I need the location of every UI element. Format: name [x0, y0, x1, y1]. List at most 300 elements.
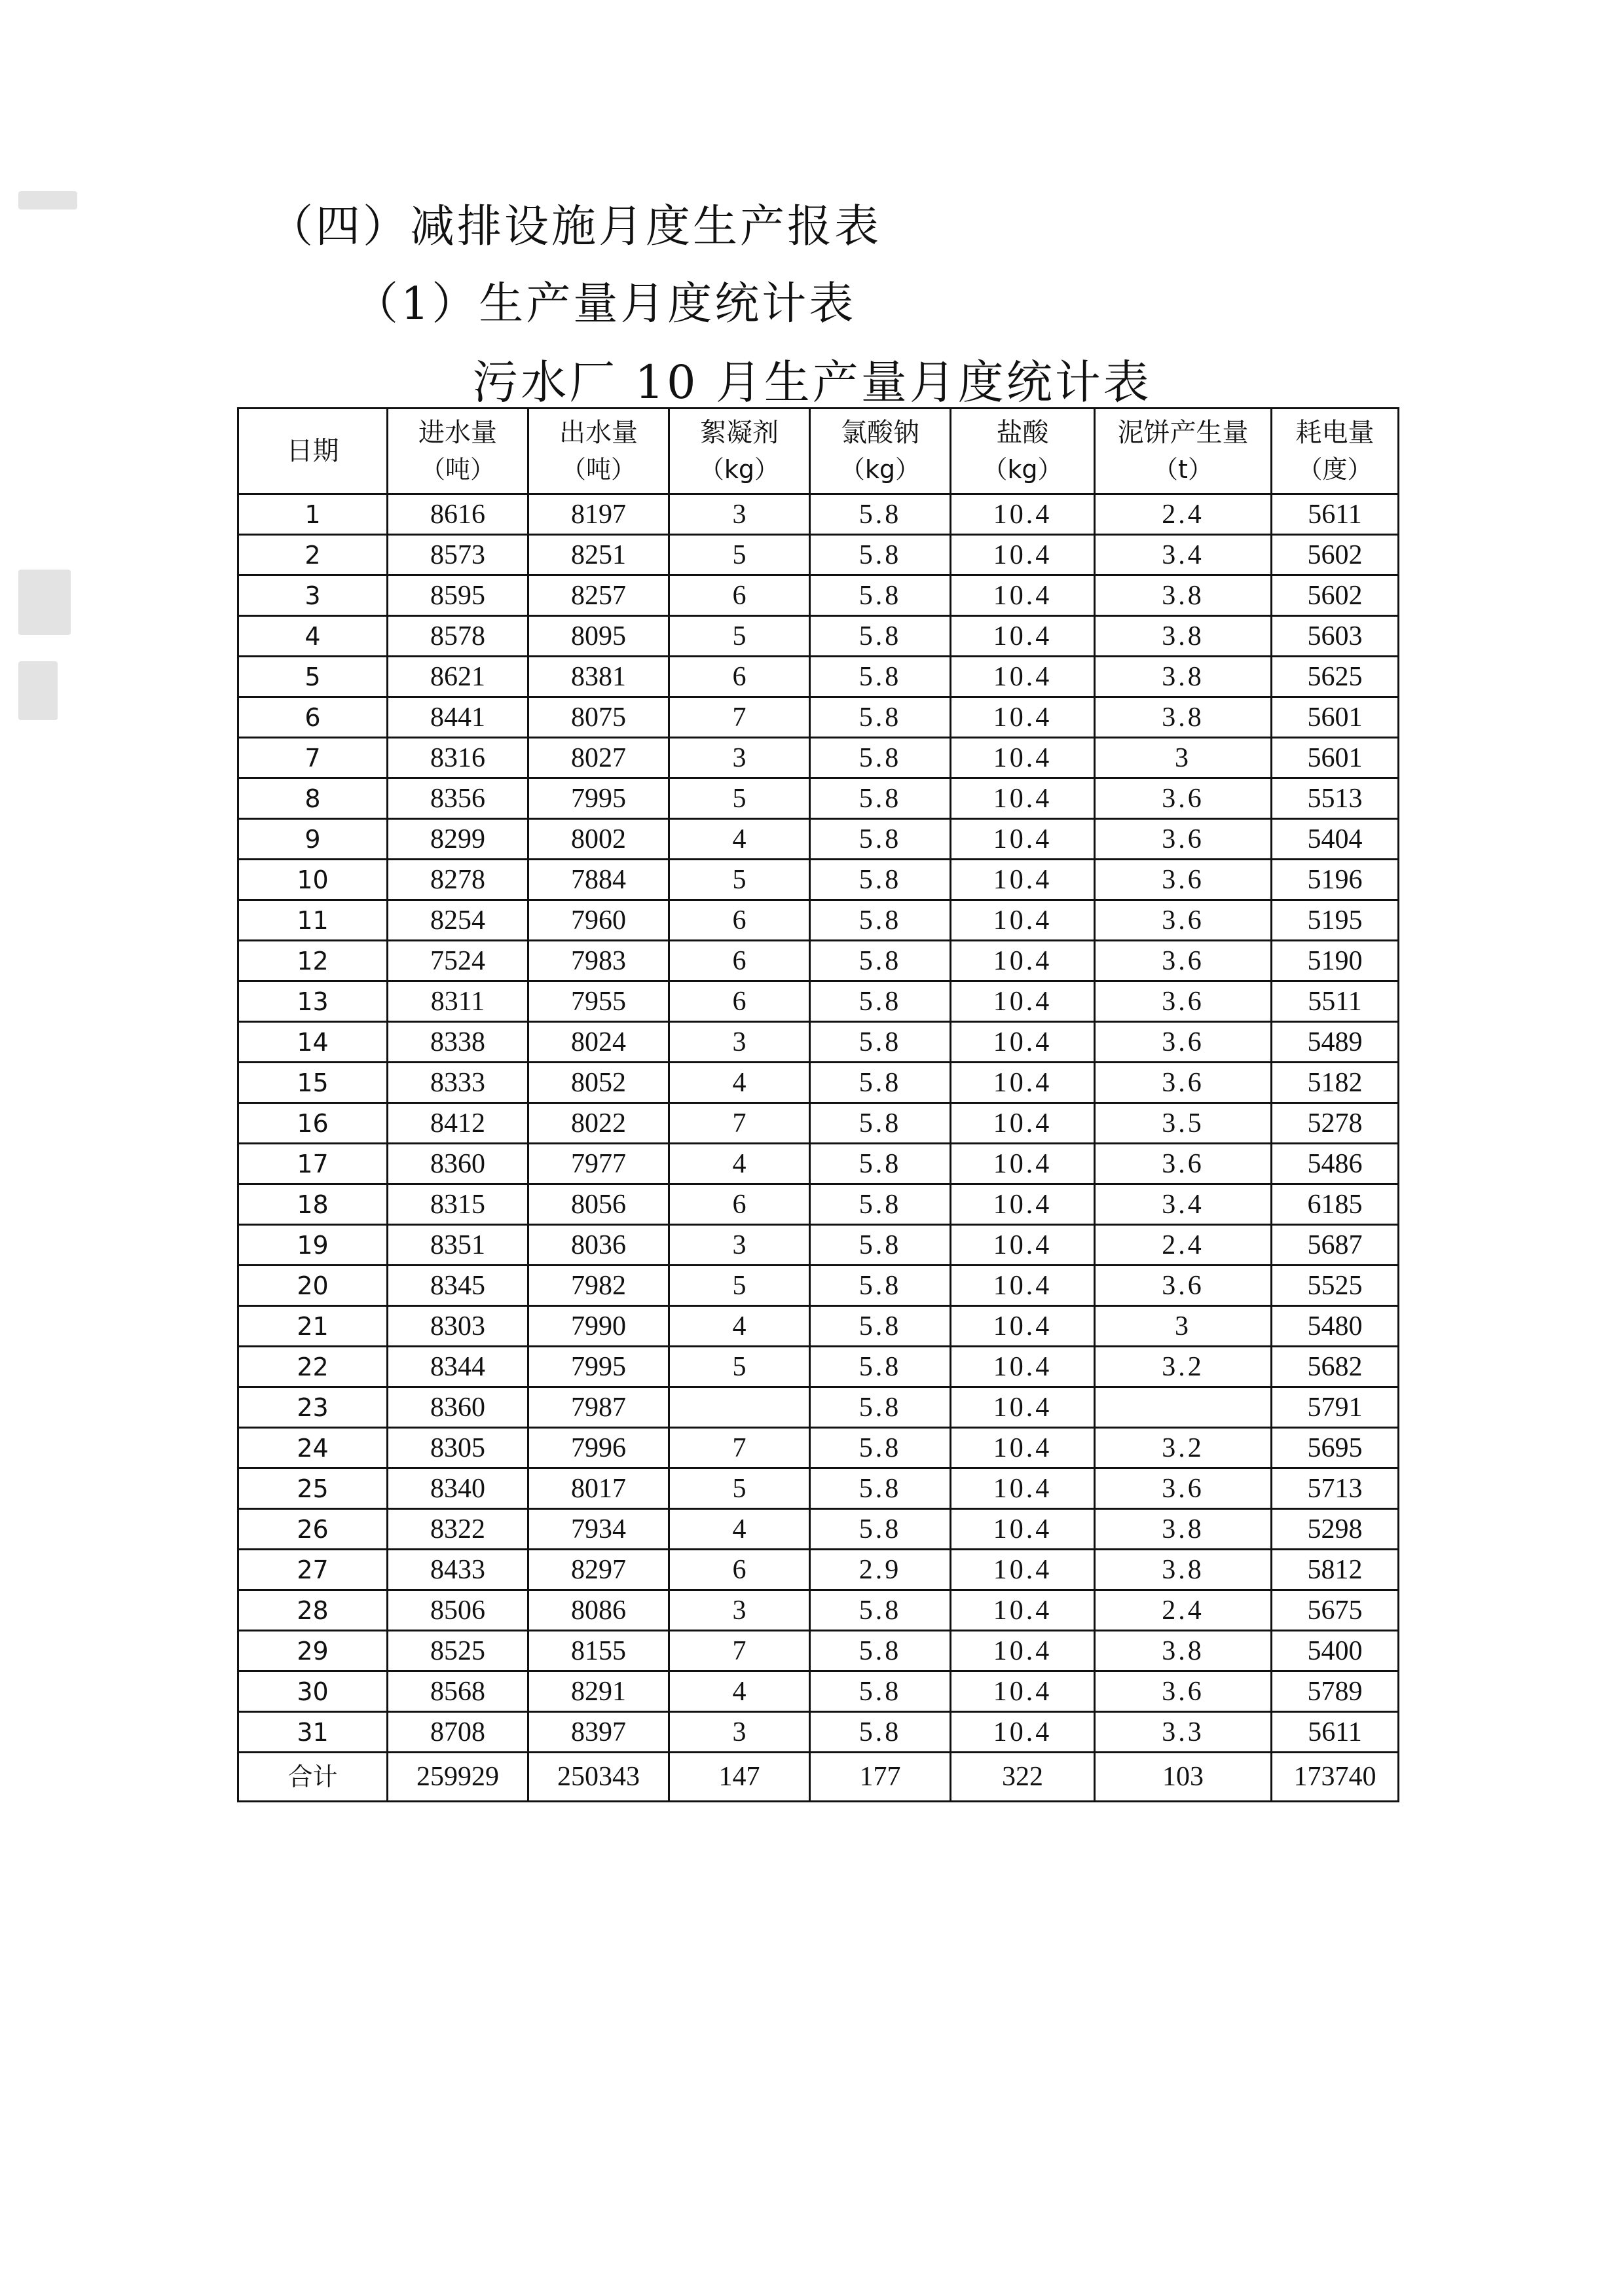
date-cell: 22: [238, 1347, 388, 1387]
value-cell: 5602: [1272, 575, 1399, 616]
value-cell: 6: [669, 900, 810, 941]
value-cell: 5.8: [810, 1428, 951, 1468]
table-row: [238, 738, 1399, 778]
value-cell: 4: [669, 1306, 810, 1347]
value-cell: 10.4: [951, 819, 1095, 860]
value-cell: 7995: [528, 778, 669, 819]
table-row: [238, 1590, 1399, 1631]
value-cell: 5682: [1272, 1347, 1399, 1387]
value-cell: 10.4: [951, 494, 1095, 535]
value-cell: 5.8: [810, 1671, 951, 1712]
column-header: [388, 409, 528, 494]
value-cell: 3.8: [1095, 657, 1272, 697]
value-cell: 5.8: [810, 1184, 951, 1225]
value-cell: 8345: [388, 1266, 528, 1306]
value-cell: 5.8: [810, 738, 951, 778]
value-cell: 8316: [388, 738, 528, 778]
value-cell: 7: [669, 1428, 810, 1468]
value-cell: 8311: [388, 981, 528, 1022]
scan-artifact: [18, 191, 77, 210]
value-cell: 5: [669, 1468, 810, 1509]
value-cell: 4: [669, 1509, 810, 1550]
value-cell: 10.4: [951, 1266, 1095, 1306]
column-header: [810, 409, 951, 494]
value-cell: 10.4: [951, 1306, 1095, 1347]
value-cell: 10.4: [951, 697, 1095, 738]
value-cell: 4: [669, 1063, 810, 1103]
value-cell: 6: [669, 1184, 810, 1225]
value-cell: 8052: [528, 1063, 669, 1103]
value-cell: 3.8: [1095, 575, 1272, 616]
table-row: [238, 494, 1399, 535]
value-cell: 5625: [1272, 657, 1399, 697]
value-cell: 3.6: [1095, 1671, 1272, 1712]
value-cell: 5.8: [810, 1468, 951, 1509]
date-cell: 9: [238, 819, 388, 860]
value-cell: 5713: [1272, 1468, 1399, 1509]
column-header-label: 絮凝剂: [700, 418, 779, 448]
value-cell: 3.6: [1095, 941, 1272, 981]
value-cell: 7884: [528, 860, 669, 900]
value-cell: 5695: [1272, 1428, 1399, 1468]
value-cell: 7: [669, 1103, 810, 1144]
value-cell: 8360: [388, 1387, 528, 1428]
value-cell: 2.4: [1095, 1590, 1272, 1631]
column-header-label: 泥饼产生量: [1117, 418, 1249, 448]
date-cell: 24: [238, 1428, 388, 1468]
value-cell: 8360: [388, 1144, 528, 1184]
value-cell: [669, 1387, 810, 1428]
total-label: 合计: [238, 1753, 388, 1802]
value-cell: 10.4: [951, 1184, 1095, 1225]
value-cell: 6: [669, 657, 810, 697]
value-cell: 7983: [528, 941, 669, 981]
value-cell: 4: [669, 1671, 810, 1712]
total-cell: 259929: [388, 1753, 528, 1802]
column-header-unit: （kg）: [840, 455, 921, 484]
value-cell: 7934: [528, 1509, 669, 1550]
date-cell: 11: [238, 900, 388, 941]
date-cell: 16: [238, 1103, 388, 1144]
value-cell: 10.4: [951, 1712, 1095, 1753]
value-cell: 8056: [528, 1184, 669, 1225]
value-cell: 5.8: [810, 1712, 951, 1753]
value-cell: 5.8: [810, 1103, 951, 1144]
value-cell: 5675: [1272, 1590, 1399, 1631]
value-cell: 8291: [528, 1671, 669, 1712]
value-cell: 8297: [528, 1550, 669, 1590]
date-cell: 3: [238, 575, 388, 616]
value-cell: 6: [669, 575, 810, 616]
value-cell: 5791: [1272, 1387, 1399, 1428]
header-row: [238, 409, 1399, 494]
value-cell: 10.4: [951, 1428, 1095, 1468]
value-cell: 7524: [388, 941, 528, 981]
value-cell: 5513: [1272, 778, 1399, 819]
table-row: [238, 900, 1399, 941]
value-cell: 5.8: [810, 1063, 951, 1103]
value-cell: 5511: [1272, 981, 1399, 1022]
date-cell: 7: [238, 738, 388, 778]
value-cell: 5601: [1272, 697, 1399, 738]
value-cell: 5: [669, 1266, 810, 1306]
column-header-label: 进水量: [418, 418, 497, 448]
value-cell: 7990: [528, 1306, 669, 1347]
table-row: [238, 697, 1399, 738]
value-cell: 3.8: [1095, 1509, 1272, 1550]
total-cell: 173740: [1272, 1753, 1399, 1802]
value-cell: 5.8: [810, 1022, 951, 1063]
value-cell: 8351: [388, 1225, 528, 1266]
value-cell: 5602: [1272, 535, 1399, 575]
value-cell: 5603: [1272, 616, 1399, 657]
value-cell: 8036: [528, 1225, 669, 1266]
value-cell: 3: [669, 1022, 810, 1063]
value-cell: 7955: [528, 981, 669, 1022]
date-cell: 13: [238, 981, 388, 1022]
value-cell: 8573: [388, 535, 528, 575]
value-cell: 5525: [1272, 1266, 1399, 1306]
table-row: [238, 941, 1399, 981]
table-row: [238, 1184, 1399, 1225]
value-cell: 7960: [528, 900, 669, 941]
column-header: [238, 409, 388, 494]
total-cell: 322: [951, 1753, 1095, 1802]
value-cell: 8197: [528, 494, 669, 535]
date-cell: 4: [238, 616, 388, 657]
table-title: 污水厂 10 月生产量月度统计表: [472, 355, 1152, 409]
value-cell: 5190: [1272, 941, 1399, 981]
value-cell: 5278: [1272, 1103, 1399, 1144]
table-row: [238, 1266, 1399, 1306]
value-cell: 3.6: [1095, 1468, 1272, 1509]
value-cell: 8315: [388, 1184, 528, 1225]
value-cell: 5.8: [810, 1225, 951, 1266]
column-header: [951, 409, 1095, 494]
value-cell: 3.4: [1095, 535, 1272, 575]
value-cell: 10.4: [951, 1671, 1095, 1712]
value-cell: 10.4: [951, 1631, 1095, 1671]
value-cell: 8075: [528, 697, 669, 738]
value-cell: 8340: [388, 1468, 528, 1509]
table-row: [238, 1671, 1399, 1712]
table-row: [238, 778, 1399, 819]
value-cell: 5: [669, 616, 810, 657]
date-cell: 25: [238, 1468, 388, 1509]
date-cell: 20: [238, 1266, 388, 1306]
table-row: [238, 1144, 1399, 1184]
value-cell: 3.6: [1095, 1022, 1272, 1063]
value-cell: 10.4: [951, 1103, 1095, 1144]
column-header-label: 盐酸: [996, 418, 1049, 448]
value-cell: 5196: [1272, 860, 1399, 900]
value-cell: 5.8: [810, 900, 951, 941]
value-cell: 8616: [388, 494, 528, 535]
date-cell: 30: [238, 1671, 388, 1712]
column-header-unit: （kg）: [699, 455, 780, 484]
value-cell: 3: [669, 738, 810, 778]
date-cell: 27: [238, 1550, 388, 1590]
value-cell: 10.4: [951, 778, 1095, 819]
column-header-label: 日期: [286, 436, 339, 466]
date-cell: 31: [238, 1712, 388, 1753]
value-cell: 8621: [388, 657, 528, 697]
value-cell: 5687: [1272, 1225, 1399, 1266]
value-cell: 5789: [1272, 1671, 1399, 1712]
value-cell: 10.4: [951, 738, 1095, 778]
column-header-unit: （吨）: [420, 455, 495, 484]
value-cell: 10.4: [951, 981, 1095, 1022]
value-cell: 2.9: [810, 1550, 951, 1590]
table-row: [238, 1103, 1399, 1144]
value-cell: 5182: [1272, 1063, 1399, 1103]
value-cell: 10.4: [951, 941, 1095, 981]
value-cell: 5: [669, 860, 810, 900]
value-cell: 3.2: [1095, 1347, 1272, 1387]
value-cell: 8254: [388, 900, 528, 941]
total-cell: 177: [810, 1753, 951, 1802]
column-header-unit: （t）: [1153, 455, 1213, 484]
total-cell: 147: [669, 1753, 810, 1802]
value-cell: 3.6: [1095, 778, 1272, 819]
value-cell: 3.6: [1095, 860, 1272, 900]
value-cell: 5195: [1272, 900, 1399, 941]
value-cell: 8251: [528, 535, 669, 575]
value-cell: 6: [669, 981, 810, 1022]
value-cell: 10.4: [951, 860, 1095, 900]
value-cell: 10.4: [951, 1144, 1095, 1184]
value-cell: 6: [669, 1550, 810, 1590]
value-cell: 5.8: [810, 697, 951, 738]
value-cell: 5.8: [810, 1387, 951, 1428]
date-cell: 14: [238, 1022, 388, 1063]
total-cell: 103: [1095, 1753, 1272, 1802]
date-cell: 6: [238, 697, 388, 738]
value-cell: 5.8: [810, 1266, 951, 1306]
value-cell: 10.4: [951, 1509, 1095, 1550]
date-cell: 10: [238, 860, 388, 900]
value-cell: 5.8: [810, 1631, 951, 1671]
scan-artifact: [18, 661, 58, 720]
date-cell: 26: [238, 1509, 388, 1550]
value-cell: 3: [1095, 1306, 1272, 1347]
value-cell: 3: [1095, 738, 1272, 778]
value-cell: 5404: [1272, 819, 1399, 860]
table-row: [238, 1387, 1399, 1428]
value-cell: 5812: [1272, 1550, 1399, 1590]
column-header-unit: （吨）: [561, 455, 636, 484]
table-row: [238, 1347, 1399, 1387]
value-cell: 8412: [388, 1103, 528, 1144]
value-cell: 3.6: [1095, 1063, 1272, 1103]
value-cell: 5.8: [810, 1509, 951, 1550]
column-header-label: 氯酸钠: [841, 418, 919, 448]
table-row: [238, 1022, 1399, 1063]
column-header: [669, 409, 810, 494]
value-cell: 10.4: [951, 575, 1095, 616]
value-cell: 3.8: [1095, 1631, 1272, 1671]
value-cell: 10.4: [951, 616, 1095, 657]
column-header: [1095, 409, 1272, 494]
column-header: [528, 409, 669, 494]
value-cell: 8095: [528, 616, 669, 657]
table-row: [238, 575, 1399, 616]
value-cell: 8027: [528, 738, 669, 778]
value-cell: 8578: [388, 616, 528, 657]
section-heading: （四）减排设施月度生产报表: [268, 201, 882, 253]
value-cell: 8257: [528, 575, 669, 616]
value-cell: 3: [669, 1712, 810, 1753]
value-cell: 10.4: [951, 657, 1095, 697]
table-row: [238, 860, 1399, 900]
value-cell: 8381: [528, 657, 669, 697]
total-cell: 250343: [528, 1753, 669, 1802]
scan-artifact: [18, 570, 71, 635]
value-cell: 8397: [528, 1712, 669, 1753]
value-cell: 5298: [1272, 1509, 1399, 1550]
value-cell: 2.4: [1095, 1225, 1272, 1266]
value-cell: 6185: [1272, 1184, 1399, 1225]
table-row: [238, 1631, 1399, 1671]
date-cell: 1: [238, 494, 388, 535]
value-cell: 3: [669, 494, 810, 535]
value-cell: 8344: [388, 1347, 528, 1387]
table-row: [238, 535, 1399, 575]
value-cell: 10.4: [951, 1347, 1095, 1387]
value-cell: 10.4: [951, 1387, 1095, 1428]
table-row: [238, 1428, 1399, 1468]
value-cell: 5486: [1272, 1144, 1399, 1184]
value-cell: 3.2: [1095, 1428, 1272, 1468]
value-cell: 3.3: [1095, 1712, 1272, 1753]
value-cell: 5489: [1272, 1022, 1399, 1063]
table-row: [238, 1712, 1399, 1753]
value-cell: 8299: [388, 819, 528, 860]
value-cell: 3.6: [1095, 819, 1272, 860]
value-cell: 5.8: [810, 575, 951, 616]
table-row: [238, 657, 1399, 697]
value-cell: 5.8: [810, 1306, 951, 1347]
value-cell: 3.4: [1095, 1184, 1272, 1225]
date-cell: 17: [238, 1144, 388, 1184]
value-cell: 5: [669, 1347, 810, 1387]
date-cell: 5: [238, 657, 388, 697]
value-cell: 8155: [528, 1631, 669, 1671]
production-table: [237, 407, 1399, 1802]
value-cell: 3.8: [1095, 1550, 1272, 1590]
value-cell: 8506: [388, 1590, 528, 1631]
value-cell: 10.4: [951, 1550, 1095, 1590]
date-cell: 15: [238, 1063, 388, 1103]
value-cell: 8338: [388, 1022, 528, 1063]
column-header: [1272, 409, 1399, 494]
value-cell: 3.6: [1095, 981, 1272, 1022]
value-cell: 7995: [528, 1347, 669, 1387]
value-cell: 7982: [528, 1266, 669, 1306]
column-header-unit: （度）: [1297, 455, 1373, 484]
value-cell: 8305: [388, 1428, 528, 1468]
value-cell: 8322: [388, 1509, 528, 1550]
column-header-label: 耗电量: [1295, 418, 1375, 448]
value-cell: 5.8: [810, 860, 951, 900]
table-row: [238, 1468, 1399, 1509]
value-cell: 5611: [1272, 494, 1399, 535]
value-cell: 5.8: [810, 494, 951, 535]
value-cell: 5611: [1272, 1712, 1399, 1753]
value-cell: 8525: [388, 1631, 528, 1671]
table-row: [238, 1509, 1399, 1550]
date-cell: 21: [238, 1306, 388, 1347]
value-cell: 8433: [388, 1550, 528, 1590]
value-cell: 3.5: [1095, 1103, 1272, 1144]
value-cell: 8595: [388, 575, 528, 616]
value-cell: 5.8: [810, 981, 951, 1022]
value-cell: 8303: [388, 1306, 528, 1347]
value-cell: 4: [669, 819, 810, 860]
value-cell: 4: [669, 1144, 810, 1184]
total-row: [238, 1753, 1399, 1802]
value-cell: 3.8: [1095, 616, 1272, 657]
value-cell: 10.4: [951, 1590, 1095, 1631]
table-row: [238, 1550, 1399, 1590]
table-row: [238, 1063, 1399, 1103]
value-cell: 8086: [528, 1590, 669, 1631]
date-cell: 12: [238, 941, 388, 981]
value-cell: 8708: [388, 1712, 528, 1753]
value-cell: 5: [669, 535, 810, 575]
value-cell: 8441: [388, 697, 528, 738]
value-cell: 8333: [388, 1063, 528, 1103]
value-cell: 8568: [388, 1671, 528, 1712]
value-cell: 7987: [528, 1387, 669, 1428]
value-cell: 10.4: [951, 535, 1095, 575]
date-cell: 18: [238, 1184, 388, 1225]
value-cell: 8017: [528, 1468, 669, 1509]
date-cell: 19: [238, 1225, 388, 1266]
value-cell: 8356: [388, 778, 528, 819]
value-cell: 5.8: [810, 778, 951, 819]
subsection-heading: （1）生产量月度统计表: [354, 278, 857, 330]
column-header-label: 出水量: [559, 418, 638, 448]
table-body: [238, 494, 1399, 1802]
value-cell: 8278: [388, 860, 528, 900]
value-cell: 3.6: [1095, 1266, 1272, 1306]
value-cell: 5.8: [810, 819, 951, 860]
value-cell: 5400: [1272, 1631, 1399, 1671]
value-cell: 5.8: [810, 1144, 951, 1184]
value-cell: 3.8: [1095, 697, 1272, 738]
date-cell: 8: [238, 778, 388, 819]
value-cell: 7996: [528, 1428, 669, 1468]
value-cell: 10.4: [951, 1468, 1095, 1509]
value-cell: 7977: [528, 1144, 669, 1184]
date-cell: 28: [238, 1590, 388, 1631]
value-cell: 5: [669, 778, 810, 819]
value-cell: 3: [669, 1225, 810, 1266]
value-cell: 10.4: [951, 1063, 1095, 1103]
value-cell: 7: [669, 697, 810, 738]
value-cell: 8002: [528, 819, 669, 860]
table-row: [238, 1225, 1399, 1266]
value-cell: 5601: [1272, 738, 1399, 778]
value-cell: 3: [669, 1590, 810, 1631]
value-cell: 5.8: [810, 535, 951, 575]
table-row: [238, 616, 1399, 657]
date-cell: 29: [238, 1631, 388, 1671]
value-cell: 5.8: [810, 1347, 951, 1387]
date-cell: 2: [238, 535, 388, 575]
value-cell: 7: [669, 1631, 810, 1671]
